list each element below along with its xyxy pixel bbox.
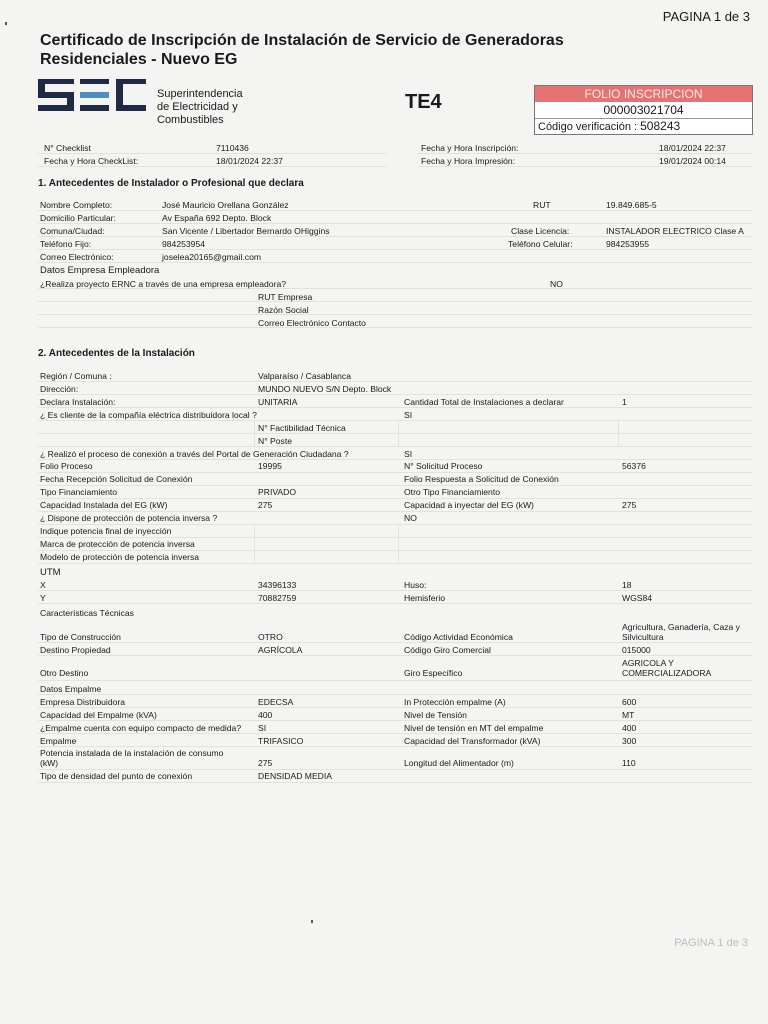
empalme-value: TRIFASICO <box>258 736 304 746</box>
cap-transformador-label: Capacidad del Transformador (kVA) <box>404 736 541 746</box>
otro-financiamiento-label: Otro Tipo Financiamiento <box>404 487 501 497</box>
modelo-label: Modelo de protección de potencia inversa <box>40 552 200 562</box>
solicitud-value: 56376 <box>622 461 646 471</box>
in-proteccion-value: 600 <box>622 697 637 707</box>
ernc-answer: NO <box>550 279 563 289</box>
marca-label: Marca de protección de potencia inversa <box>40 539 195 549</box>
insc-label: Fecha y Hora Inscripción: <box>421 143 519 153</box>
utm-label: UTM <box>40 567 61 578</box>
y-value: 70882759 <box>258 593 297 603</box>
portal-question: ¿ Realizó el proceso de conexión a través del Portal de Generación Ciudadana ? <box>40 449 349 459</box>
empresa-distribuidora-value: EDECSA <box>258 697 294 707</box>
densidad-value: DENSIDAD MEDIA <box>258 771 333 781</box>
region-value: Valparaíso / Casablanca <box>258 371 351 381</box>
org-name: Superintendencia de Electricidad y Combustibles <box>157 88 243 126</box>
correo-value: joselea20165@gmail.com <box>162 252 262 262</box>
folio-respuesta-label: Folio Respuesta a Solicitud de Conexión <box>404 474 559 484</box>
nivel-tension-value: MT <box>622 710 635 720</box>
giro-comercial-label: Código Giro Comercial <box>404 645 491 655</box>
cap-empalme-label: Capacidad del Empalme (kVA) <box>40 710 157 720</box>
page-number: PAGINA 1 de 3 <box>662 9 750 24</box>
proteccion-question: ¿ Dispone de protección de potencia inversa ? <box>40 513 218 523</box>
densidad-label: Tipo de densidad del punto de conexión <box>40 771 193 781</box>
actividad-value-2: Silvicultura <box>622 632 664 642</box>
nombre-label: Nombre Completo: <box>40 200 113 210</box>
direccion-label: Dirección: <box>40 384 79 394</box>
portal-answer: SI <box>404 449 413 459</box>
cantidad-value: 1 <box>622 397 627 407</box>
rut-empresa-label: RUT Empresa <box>258 292 313 302</box>
footer-page-number: PAGINA 1 de 3 <box>674 937 748 949</box>
giro-especifico-value-2: COMERCIALIZADORA <box>622 668 712 678</box>
empalme-title: Datos Empalme <box>40 684 102 694</box>
empalme-label: Empalme <box>40 736 77 746</box>
giro-comercial-value: 015000 <box>622 645 651 655</box>
checklist-dt-label: Fecha y Hora CheckList: <box>44 156 139 166</box>
huso-value: 18 <box>622 580 632 590</box>
domicilio-value: Av España 692 Depto. Block <box>162 213 272 223</box>
verification-code: Código verificación : 508243 <box>538 119 681 133</box>
domicilio-label: Domicilio Particular: <box>40 213 116 223</box>
correo-contacto-label: Correo Electrónico Contacto <box>258 318 366 328</box>
otro-destino-label: Otro Destino <box>40 668 89 678</box>
checklist-dt-value: 18/01/2024 22:37 <box>216 156 283 166</box>
in-proteccion-label: In Protección empalme (A) <box>404 697 506 707</box>
comuna-value: San Vicente / Libertador Bernardo OHiggins <box>162 226 330 236</box>
giro-especifico-value-1: AGRICOLA Y <box>622 658 674 668</box>
nivel-mt-value: 400 <box>622 723 637 733</box>
financiamiento-label: Tipo Financiamiento <box>40 487 118 497</box>
hemisferio-value: WGS84 <box>622 593 653 603</box>
impr-value: 19/01/2024 00:14 <box>659 156 726 166</box>
sec-logo <box>38 79 152 111</box>
potencia-consumo-value: 275 <box>258 758 273 768</box>
actividad-value-1: Agricultura, Ganadería, Caza y <box>622 622 740 632</box>
fecha-recepcion-label: Fecha Recepción Solicitud de Conexión <box>40 474 193 484</box>
folio-number: 000003021704 <box>535 102 752 119</box>
fijo-value: 984253954 <box>162 239 206 249</box>
checklist-label: N° Checklist <box>44 143 91 153</box>
tipo-construccion-label: Tipo de Construcción <box>40 632 121 642</box>
cap-transformador-value: 300 <box>622 736 637 746</box>
compacto-question: ¿Empalme cuenta con equipo compacto de medida? <box>40 723 242 733</box>
folio-header: FOLIO INSCRIPCION <box>535 86 752 102</box>
scan-speck <box>5 22 7 25</box>
longitud-value: 110 <box>622 758 636 768</box>
huso-label: Huso: <box>404 580 427 590</box>
cliente-answer: SI <box>404 410 413 420</box>
folio-proceso-value: 19995 <box>258 461 282 471</box>
longitud-label: Longitud del Alimentador (m) <box>404 758 514 768</box>
rut-value: 19.849.685-5 <box>606 200 657 210</box>
cap-inyectar-label: Capacidad a inyectar del EG (kW) <box>404 500 534 510</box>
declara-value: UNITARIA <box>258 397 298 407</box>
potencia-consumo-label-2: (kW) <box>40 758 59 768</box>
caracteristicas-label: Características Técnicas <box>40 608 134 618</box>
razon-social-label: Razón Social <box>258 305 309 315</box>
proteccion-answer: NO <box>404 513 417 523</box>
nivel-tension-label: Nivel de Tensión <box>404 710 467 720</box>
actividad-label: Código Actividad Económica <box>404 632 513 642</box>
direccion-value: MUNDO NUEVO S/N Depto. Block <box>258 384 392 394</box>
cap-instalada-label: Capacidad Instalada del EG (kW) <box>40 500 168 510</box>
cap-inyectar-value: 275 <box>622 500 637 510</box>
poste-label: N° Poste <box>258 436 293 446</box>
region-label: Región / Comuna : <box>40 371 112 381</box>
celular-value: 984253955 <box>606 239 650 249</box>
cap-instalada-value: 275 <box>258 500 273 510</box>
nombre-value: José Mauricio Orellana González <box>162 200 289 210</box>
licencia-label: Clase Licencia: <box>511 226 570 236</box>
celular-label: Teléfono Celular: <box>508 239 573 249</box>
form-code: TE4 <box>405 91 442 113</box>
potencia-consumo-label-1: Potencia instalada de la instalación de consumo <box>40 748 224 758</box>
destino-value: AGRÍCOLA <box>258 645 303 655</box>
giro-especifico-label: Giro Específico <box>404 668 463 678</box>
checklist-value: 7110436 <box>216 143 249 153</box>
potencia-final-label: Indique potencia final de inyección <box>40 526 172 536</box>
rut-label: RUT <box>533 200 551 210</box>
folio-box <box>534 85 753 135</box>
solicitud-label: N° Solicitud Proceso <box>404 461 483 471</box>
impr-label: Fecha y Hora Impresión: <box>421 156 516 166</box>
empresa-title: Datos Empresa Empleadora <box>40 265 160 276</box>
insc-value: 18/01/2024 22:37 <box>659 143 726 153</box>
x-label: X <box>40 580 46 590</box>
y-label: Y <box>40 593 46 603</box>
section-2-title: 2. Antecedentes de la Instalación <box>38 348 195 359</box>
cliente-question: ¿ Es cliente de la compañía eléctrica distribuidora local ? <box>40 410 257 420</box>
section-1-title: 1. Antecedentes de Instalador o Profesional que declara <box>38 178 304 189</box>
correo-label: Correo Electrónico: <box>40 252 114 262</box>
compacto-answer: SI <box>258 723 267 733</box>
hemisferio-label: Hemisferio <box>404 593 446 603</box>
x-value: 34396133 <box>258 580 297 590</box>
declara-label: Declara Instalación: <box>40 397 116 407</box>
scan-speck <box>311 920 313 923</box>
licencia-value: INSTALADOR ELECTRICO Clase A <box>606 226 744 236</box>
destino-label: Destino Propiedad <box>40 645 111 655</box>
fijo-label: Teléfono Fijo: <box>40 239 92 249</box>
comuna-label: Comuna/Ciudad: <box>40 226 105 236</box>
folio-proceso-label: Folio Proceso <box>40 461 93 471</box>
factibilidad-label: N° Factibilidad Técnica <box>258 423 346 433</box>
financiamiento-value: PRIVADO <box>258 487 297 497</box>
empresa-distribuidora-label: Empresa Distribuidora <box>40 697 126 707</box>
tipo-construccion-value: OTRO <box>258 632 283 642</box>
cap-empalme-value: 400 <box>258 710 273 720</box>
page-title: Certificado de Inscripción de Instalación de Servicio de Generadoras Residenciales - Nuevo EG <box>40 32 564 68</box>
nivel-mt-label: Nivel de tensión en MT del empalme <box>404 723 544 733</box>
ernc-question: ¿Realiza proyecto ERNC a través de una empresa empleadora? <box>40 279 287 289</box>
cantidad-label: Cantidad Total de Instalaciones a declarar <box>404 397 564 407</box>
